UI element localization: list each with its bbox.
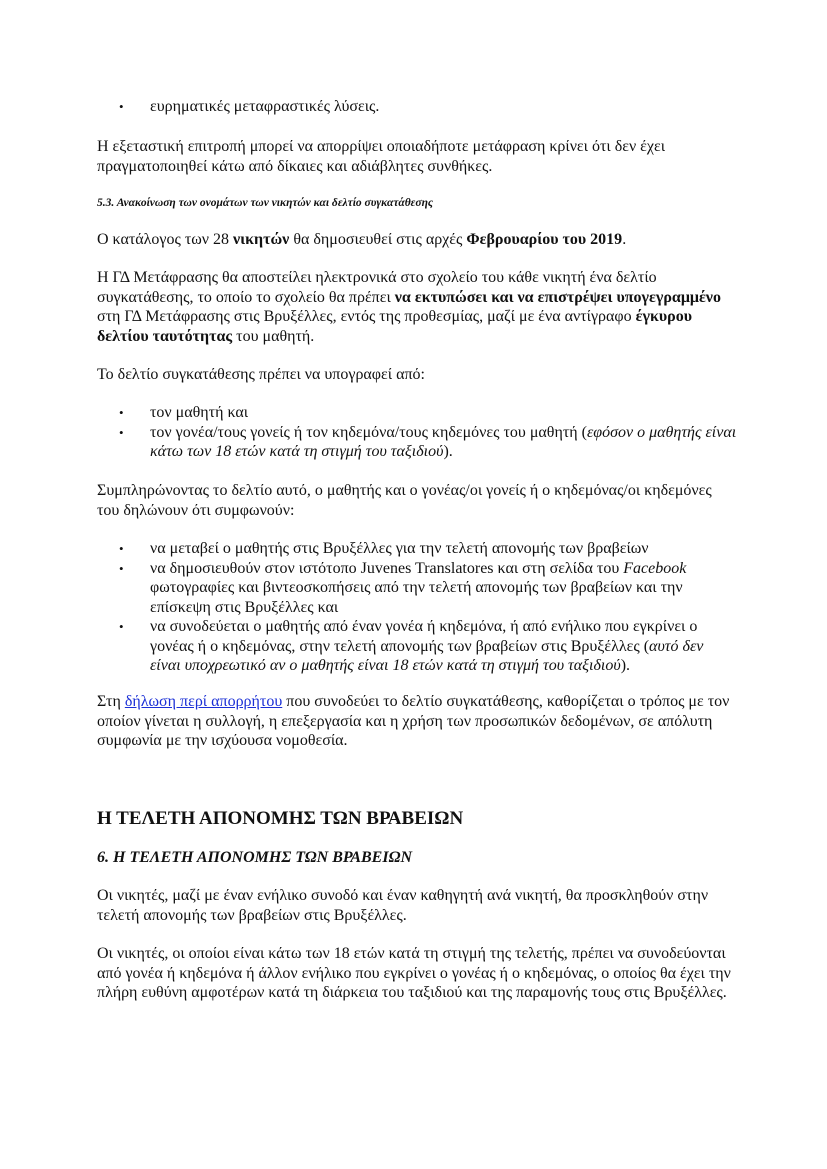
list-item: [119, 559, 737, 618]
section-6-heading: 6. Η ΤΕΛΕΤΗ ΑΠΟΝΟΜΗΣ ΤΩΝ ΒΡΑΒΕΙΩΝ: [97, 849, 413, 866]
text-run: Ο κατάλογος των 28: [97, 231, 234, 248]
criteria-list: [119, 97, 737, 117]
bullet-icon: •: [119, 405, 124, 420]
bold-run: Φεβρουαρίου του 2019: [466, 231, 623, 248]
section-5-3-heading: 5.3. Ανακοίνωση των ονομάτων των νικητών και δελτίο συγκατάθεσης: [97, 197, 434, 209]
bullet-icon: •: [119, 541, 124, 556]
bold-run: έγκυρου δελτίου ταυτότητας: [97, 308, 693, 345]
bullet-icon: •: [119, 619, 124, 634]
winners-announcement-paragraph: [97, 230, 737, 250]
text-run: του μαθητή.: [232, 327, 315, 345]
list-item: [119, 539, 737, 559]
list-item-text: τον γονέα/τους γονείς ή τον κηδεμόνα/τους κηδεμόνες του μαθητή (: [150, 423, 587, 441]
bullet-icon: •: [119, 424, 124, 440]
text-run: φωτογραφίες και βιντεοσκοπήσεις από την τελετή απονομής των βραβείων και την επίσκεψη στις Βρυξέλλες και: [150, 579, 683, 616]
bold-run: νικητών: [233, 231, 290, 248]
text-run: ).: [620, 657, 631, 674]
list-item-text: ευρηματικές μεταφραστικές λύσεις.: [150, 98, 380, 115]
bold-run: να εκτυπώσει και να επιστρέψει υπογεγραμμένο: [394, 288, 721, 306]
consent-form-paragraph: [97, 268, 737, 346]
minors-accompaniment-paragraph: Οι νικητές, οι οποίοι είναι κάτω των 18 ετών κατά τη στιγμή της τελετής, πρέπει να συνοδεύονται από γονέα ή κηδεμόνα ή άλλον ενήλικο που εγκρίνει ο γονέας ή ο κηδεμόνας, ο οποίος θα έχει την πλήρη ευθύνη αμφοτέρων κατά τη διάρκεια του ταξιδιού και της παραμονής τους στις Βρυξέλλες.: [97, 945, 731, 1001]
text-run: στη ΓΔ Μετάφρασης στις Βρυξέλλες, εντός της προθεσμίας, μαζί με ένα αντίγραφο: [97, 308, 636, 325]
text-run: που συνοδεύει το δελτίο συγκατάθεσης, καθορίζεται ο τρόπος με τον οποίον γίνεται η συλλογή, η επεξεργασία και η χρήση των προσωπικών δεδομένων, σε απόλυτη συμφωνία με την ισχύουσα νομοθεσία.: [97, 693, 730, 749]
list-item-text: να συνοδεύεται ο μαθητής από έναν γονέα ή κηδεμόνα, ή από ενήλικο που εγκρίνει ο γονέας ή ο κηδεμόνας, στην τελετή απονομής των βραβείων στις Βρυξέλλες (: [150, 618, 698, 655]
text-run: .: [622, 231, 627, 248]
list-item-text: να μεταβεί ο μαθητής στις Βρυξέλλες για την τελετή απονομής των βραβείων: [150, 540, 649, 557]
italic-run: εφόσον ο μαθητής είναι κάτω των 18 ετών κατά τη στιγμή του ταξιδιού: [150, 423, 737, 460]
text-run: ).: [443, 443, 453, 460]
signatories-list: [119, 403, 737, 462]
list-item: [119, 97, 737, 117]
privacy-paragraph: [97, 692, 737, 751]
text-run: θα δημοσιευθεί στις αρχές: [289, 231, 467, 248]
text-run: Στη: [97, 693, 125, 710]
signature-intro-paragraph: Το δελτίο συγκατάθεσης πρέπει να υπογραφεί από:: [97, 366, 425, 383]
ceremony-invitation-paragraph: Οι νικητές, μαζί με έναν ενήλικο συνοδό και έναν καθηγητή ανά νικητή, θα προσκληθούν στην τελετή απονομής των βραβείων στις Βρυξέλλες.: [97, 887, 709, 924]
privacy-statement-link[interactable]: δήλωση περί απορρήτου: [124, 693, 283, 710]
list-item: [119, 423, 737, 462]
text-run: Η ΓΔ Μετάφρασης θα αποστείλει ηλεκτρονικά στο σχολείο του κάθε νικητή ένα δελτίο συγκατάθεσης, το οποίο το σχολείο θα πρέπει: [97, 269, 657, 306]
italic-run: Facebook: [623, 559, 687, 577]
italic-run: αυτό δεν είναι υποχρεωτικό αν ο μαθητής είναι 18 ετών κατά τη στιγμή του ταξιδιού: [150, 637, 704, 674]
bullet-icon: •: [119, 99, 124, 114]
agreement-intro-paragraph: Συμπληρώνοντας το δελτίο αυτό, ο μαθητής και ο γονέας/οι γονείς ή ο κηδεμόνας/οι κηδεμόνες του δηλώνουν ότι συμφωνούν:: [97, 482, 712, 519]
section-6-title: Η ΤΕΛΕΤΗ ΑΠΟΝΟΜΗΣ ΤΩΝ ΒΡΑΒΕΙΩΝ: [97, 808, 464, 829]
list-item: [119, 617, 737, 676]
agreement-list: [119, 539, 737, 676]
list-item-text: να δημοσιευθούν στον ιστότοπο Juvenes Translatores και στη σελίδα του: [150, 559, 624, 577]
rejection-paragraph: Η εξεταστική επιτροπή μπορεί να απορρίψει οποιαδήποτε μετάφραση κρίνει ότι δεν έχει πραγματοποιηθεί κάτω από δίκαιες και αδιάβλητες συνθήκες.: [97, 138, 666, 175]
list-item-text: τον μαθητή και: [150, 404, 249, 421]
bullet-icon: •: [119, 560, 124, 576]
list-item: [119, 403, 737, 423]
